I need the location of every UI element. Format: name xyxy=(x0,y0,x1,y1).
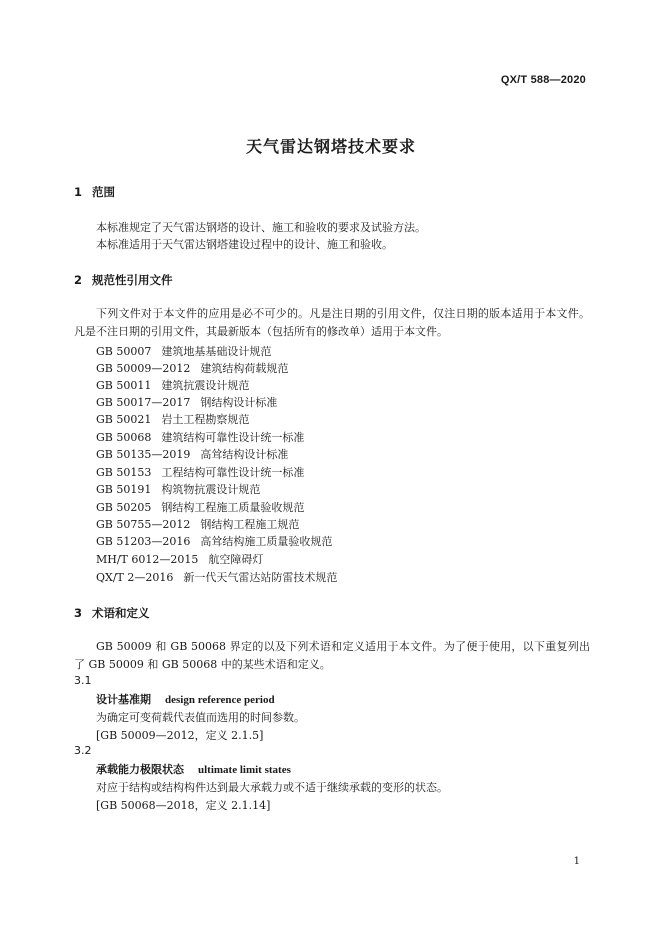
reference-name: 新一代天气雷达站防雷技术规范 xyxy=(183,571,338,584)
reference-name: 航空障碍灯 xyxy=(208,553,264,566)
reference-name: 高耸结构施工质量验收规范 xyxy=(200,535,333,548)
reference-item xyxy=(96,411,249,427)
reference-code: GB 51203—2016 xyxy=(96,535,191,548)
reference-code: GB 50007 xyxy=(96,345,152,358)
section-title: 术语和定义 xyxy=(92,606,150,620)
scope-line-1: 本标准规定了天气雷达钢塔的设计、施工和验收的要求及试验方法。 xyxy=(96,221,426,234)
reference-name: 高耸结构设计标准 xyxy=(200,448,289,461)
page-number: 1 xyxy=(573,856,580,867)
reference-name: 构筑物抗震设计规范 xyxy=(161,483,261,496)
reference-code: GB 50755—2012 xyxy=(96,518,191,531)
term-definition: 对应于结构或结构构件达到最大承载力或不适于继续承载的变形的状态。 xyxy=(96,781,448,794)
reference-name: 岩土工程勘察规范 xyxy=(161,413,250,426)
reference-code: GB 50135—2019 xyxy=(96,448,191,461)
reference-item xyxy=(96,429,304,445)
reference-name: 钢结构工程施工规范 xyxy=(200,518,300,531)
scope-line-2: 本标准适用于天气雷达钢塔建设过程中的设计、施工和验收。 xyxy=(96,238,393,251)
term-definition: 为确定可变荷载代表值而选用的时间参数。 xyxy=(96,711,305,724)
reference-item xyxy=(96,533,332,549)
reference-code: GB 50017—2017 xyxy=(96,396,191,409)
terms-intro: GB 50009 和 GB 50068 界定的以及下列术语和定义适用于本文件。为了便于使用，以下重复列出了 GB 50009 和 GB 50068 中的某些术语和定义。 xyxy=(74,640,590,671)
term-chinese: 设计基准期 xyxy=(96,693,151,706)
term-source: [GB 50009—2012，定义 2.1.5] xyxy=(96,729,264,742)
term-chinese: 承载能力极限状态 xyxy=(96,763,184,776)
reference-name: 建筑地基基础设计规范 xyxy=(161,345,272,358)
section-3-heading xyxy=(74,605,150,621)
section-number: 3 xyxy=(74,606,83,620)
reference-name: 钢结构设计标准 xyxy=(200,396,278,409)
reference-item xyxy=(96,481,260,497)
term-source: [GB 50068—2018，定义 2.1.14] xyxy=(96,799,271,812)
reference-name: 工程结构可靠性设计统一标准 xyxy=(161,466,305,479)
reference-code: GB 50153 xyxy=(96,466,152,479)
reference-name: 建筑结构荷载规范 xyxy=(200,362,289,375)
clause-number: 3.2 xyxy=(74,744,92,757)
reference-item xyxy=(96,499,304,515)
reference-name: 建筑抗震设计规范 xyxy=(161,379,250,392)
document-title: 天气雷达钢塔技术要求 xyxy=(245,137,416,156)
reference-code: GB 50011 xyxy=(96,379,152,392)
reference-name: 钢结构工程施工质量验收规范 xyxy=(161,501,305,514)
reference-item xyxy=(96,569,337,585)
normative-refs-intro: 下列文件对于本文件的应用是必不可少的。凡是注日期的引用文件，仅注日期的版本适用于本文件。凡是不注日期的引用文件，其最新版本（包括所有的修改单）适用于本文件。 xyxy=(74,307,590,338)
reference-code: GB 50205 xyxy=(96,501,152,514)
term-english: design reference period xyxy=(165,694,275,706)
reference-item xyxy=(96,464,304,480)
reference-code: GB 50021 xyxy=(96,413,152,426)
reference-code: GB 50009—2012 xyxy=(96,362,191,375)
reference-code: GB 50068 xyxy=(96,431,152,444)
reference-item xyxy=(96,446,288,462)
reference-item xyxy=(96,551,263,567)
reference-item xyxy=(96,343,271,359)
reference-code: QX/T 2—2016 xyxy=(96,571,174,584)
section-number: 2 xyxy=(74,273,83,287)
section-1-heading xyxy=(74,184,115,200)
reference-item xyxy=(96,394,277,410)
reference-item xyxy=(96,360,288,376)
reference-code: GB 50191 xyxy=(96,483,152,496)
reference-code: MH/T 6012—2015 xyxy=(96,553,199,566)
term-entry xyxy=(96,691,275,707)
term-english: ultimate limit states xyxy=(198,764,291,776)
reference-item xyxy=(96,516,299,532)
reference-item xyxy=(96,377,249,393)
section-title: 规范性引用文件 xyxy=(92,273,173,287)
clause-number: 3.1 xyxy=(74,674,92,687)
term-entry xyxy=(96,761,291,777)
document-code: QX/T 588—2020 xyxy=(500,74,586,86)
reference-name: 建筑结构可靠性设计统一标准 xyxy=(161,431,305,444)
section-2-heading xyxy=(74,272,173,288)
section-title: 范围 xyxy=(92,185,115,199)
section-number: 1 xyxy=(74,185,83,199)
